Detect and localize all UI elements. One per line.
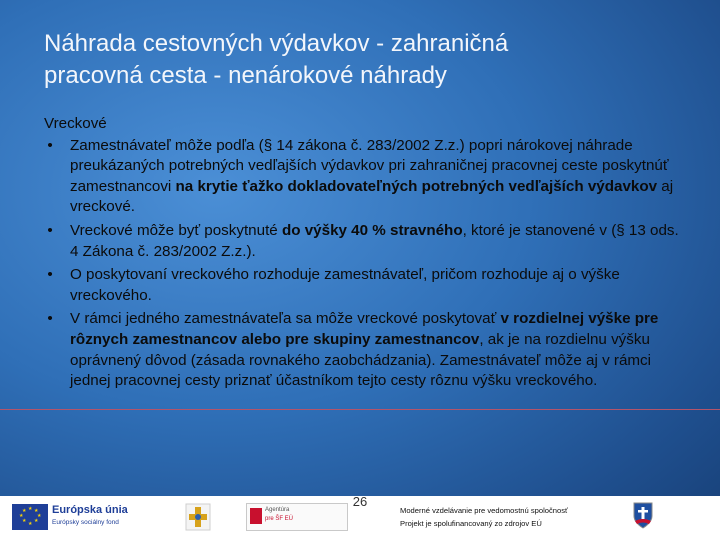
eu-logo — [12, 504, 134, 530]
agency-logo — [246, 503, 348, 531]
slide-content — [44, 114, 684, 395]
bullet-text: Vreckové môže byť poskytnuté — [70, 221, 282, 239]
agency-text: pre ŠF EÚ — [265, 516, 294, 522]
bullet-item — [44, 221, 684, 262]
bullet-item — [44, 265, 684, 306]
bullet-list — [44, 136, 684, 392]
bullet-text: Zamestnávateľ môže podľa (§ 14 zákona č. 283/2002 Z.z.) popri nárokovej náhrade preukázaných potrebných vedľajších výdavkov pri zahraničnej pracovnej ceste poskytnúť zamestnancovi — [70, 136, 669, 195]
esf-cross-logo — [185, 503, 211, 531]
footer-line-2: Projekt je spolufinancovaný zo zdrojov EÚ — [400, 519, 542, 528]
bullet-icon: • — [47, 136, 53, 154]
agency-text: Agentúra — [265, 507, 290, 513]
title-line-2: pracovná cesta - nenárokové náhrady — [44, 62, 447, 89]
crest-logo — [632, 500, 654, 530]
eu-subtitle: Európsky sociálny fond — [52, 519, 119, 526]
bullet-text: , ak je na rozdielnu výšku oprávnený dôvod (zásada rovnakého zaobchádzania). Zamestnávateľ môže aj v rámci jednej pracovnej cesty priznať účastníkom tejto cesty rôznu výšku vreckového. — [70, 330, 652, 390]
page-number: 26 — [352, 494, 368, 509]
bullet-emphasis: na krytie ťažko dokladovateľných potrebných vedľajších výdavkov — [175, 177, 658, 195]
eu-flag-icon: ★ ★ ★ ★ ★ ★ ★ ★ — [12, 504, 48, 530]
bullet-text: aj vreckové. — [70, 177, 674, 216]
footer-line-1: Moderné vzdelávanie pre vedomostnú spoločnosť — [400, 506, 568, 515]
divider-line — [0, 409, 720, 410]
bullet-icon: • — [47, 310, 53, 328]
agency-mark-icon — [250, 508, 262, 524]
bullet-icon: • — [47, 266, 53, 284]
slide-title — [44, 28, 694, 92]
bullet-emphasis: do výšky 40 % stravného — [281, 221, 463, 239]
section-heading: Vreckové — [44, 115, 107, 132]
bullet-emphasis: v rozdielnej výške pre rôznych zamestnancov alebo pre skupiny zamestnancov — [70, 310, 659, 348]
bullet-icon: • — [47, 221, 53, 239]
eu-title: Európska únia — [52, 504, 128, 516]
footer-text — [400, 504, 568, 530]
bullet-item — [44, 309, 684, 391]
title-line-1: Náhrada cestovných výdavkov - zahraničná — [44, 30, 509, 57]
bullet-text: O poskytovaní vreckového rozhoduje zamestnávateľ, pričom rozhoduje aj o výške vreckového. — [70, 266, 620, 304]
bullet-text: , ktoré je stanovené v (§ 13 ods. 4 Zákona č. 283/2002 Z.z.). — [70, 221, 679, 260]
bullet-item — [44, 136, 684, 218]
bullet-text: V rámci jedného zamestnávateľa sa môže vreckové poskytovať — [70, 310, 501, 328]
